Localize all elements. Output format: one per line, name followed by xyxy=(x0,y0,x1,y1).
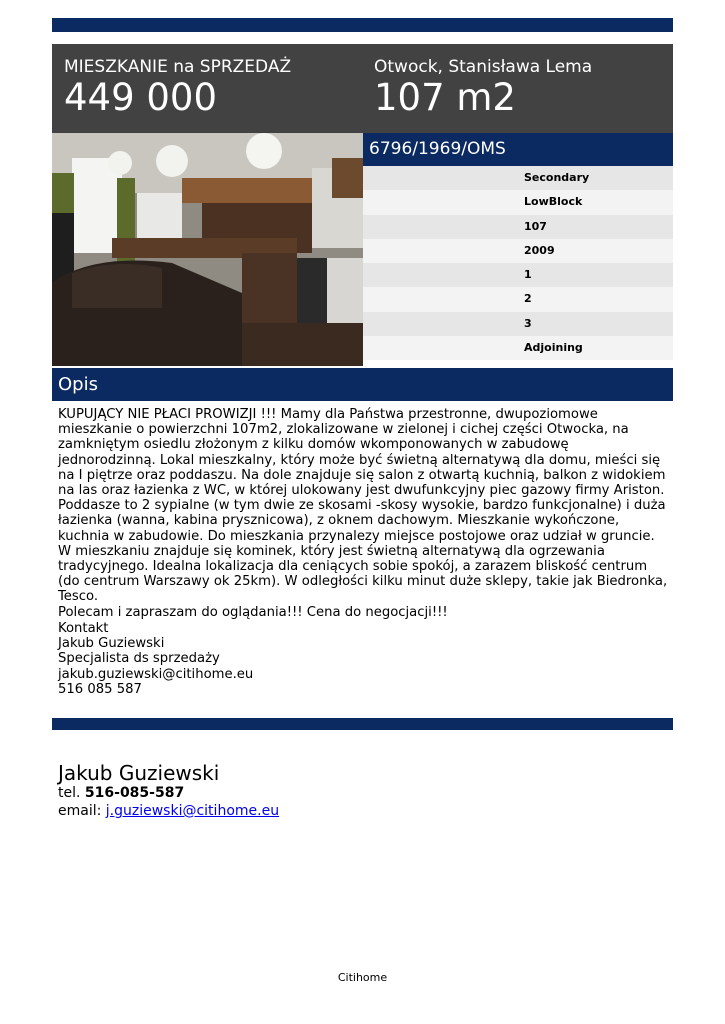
attribute-row: 107 xyxy=(363,215,673,239)
attribute-row: 3 xyxy=(363,312,673,336)
attribute-table xyxy=(363,166,673,360)
description-text xyxy=(58,407,670,620)
attribute-row: 1 xyxy=(363,263,673,287)
header-right xyxy=(374,56,592,118)
listing-price: 449 000 xyxy=(64,76,218,119)
agent-email-link[interactable]: j.guziewski@citihome.eu xyxy=(105,803,280,819)
agent-email-label: email: xyxy=(58,803,102,819)
section-divider-bar xyxy=(52,718,673,730)
listing-reference: 6796/1969/OMS xyxy=(363,133,673,166)
description-closing: Polecam i zapraszam do oglądania!!! Cena do negocjacji!!! xyxy=(58,604,448,620)
listing-type: MIESZKANIE na SPRZEDAŻ xyxy=(64,57,292,77)
header-left xyxy=(64,56,291,118)
contact-phone: 516 085 587 xyxy=(58,681,142,697)
apartment-photo xyxy=(52,133,363,366)
contact-role: Specjalista ds sprzedaży xyxy=(58,651,220,667)
agent-tel-label: tel. xyxy=(58,785,81,801)
contact-block xyxy=(58,621,253,697)
attribute-row: LowBlock xyxy=(363,190,673,214)
contact-name: Jakub Guziewski xyxy=(58,636,165,652)
listing-area: 107 m2 xyxy=(374,76,516,119)
description-body: KUPUJĄCY NIE PŁACI PROWIZJI !!! Mamy dla Państwa przestronne, dwupoziomowe mieszkanie o powierzchni 107m2, zlokalizowane w zielonej i cichej części Otwocka, na zamkniętym osiedlu złożonym z kilku domów wkomponowanych w zabudowę jednorodzinną. Lokal mieszkalny, który może być świetną alternatywą dla domu, mieści się na I piętrze oraz poddaszu. Na dole znajduje się salon z otwartą kuchnią, balkon z widokiem na las oraz łazienka z WC, w której ulokowany jest dwufunkcyjny piec gazowy firmy Ariston. Poddasze to 2 sypialne (w tym dwie ze skosami -skosy wysokie, bardzo funkcjonalne) i duża łazienka (wanna, kabina prysznicowa), z oknem dachowym. Mieszkanie wykończone, kuchnia w zabudowie. Do mieszkania przynalezy miejsce postojowe oraz udział w gruncie. W mieszkaniu znajduje się kominek, który jest świetną alternatywą dla ogrzewania tradycyjnego. Idealna lokalizacja dla ceniących sobie spokój, a zarazem bliskość centrum (do centrum Warszawy ok 25km). W odległości kilku minut duże sklepy, takie jak Biedronka, Tesco. xyxy=(58,407,668,605)
description-heading: Opis xyxy=(52,368,673,401)
agent-name: Jakub Guziewski xyxy=(58,761,220,785)
agent-email-line xyxy=(58,802,279,820)
agent-phone-line xyxy=(58,784,279,802)
agent-card xyxy=(58,762,279,820)
agent-tel: 516-085-587 xyxy=(84,785,185,801)
footer-company: Citihome xyxy=(337,971,388,984)
contact-email: jakub.guziewski@citihome.eu xyxy=(58,666,254,682)
contact-heading: Kontakt xyxy=(58,621,109,636)
attribute-row: 2 xyxy=(363,287,673,311)
attribute-row: 2009 xyxy=(363,239,673,263)
listing-header xyxy=(52,44,673,133)
top-divider-bar xyxy=(52,18,673,32)
attribute-row: Secondary xyxy=(363,166,673,190)
attribute-row: Adjoining xyxy=(363,336,673,360)
listing-location: Otwock, Stanisława Lema xyxy=(374,57,593,77)
